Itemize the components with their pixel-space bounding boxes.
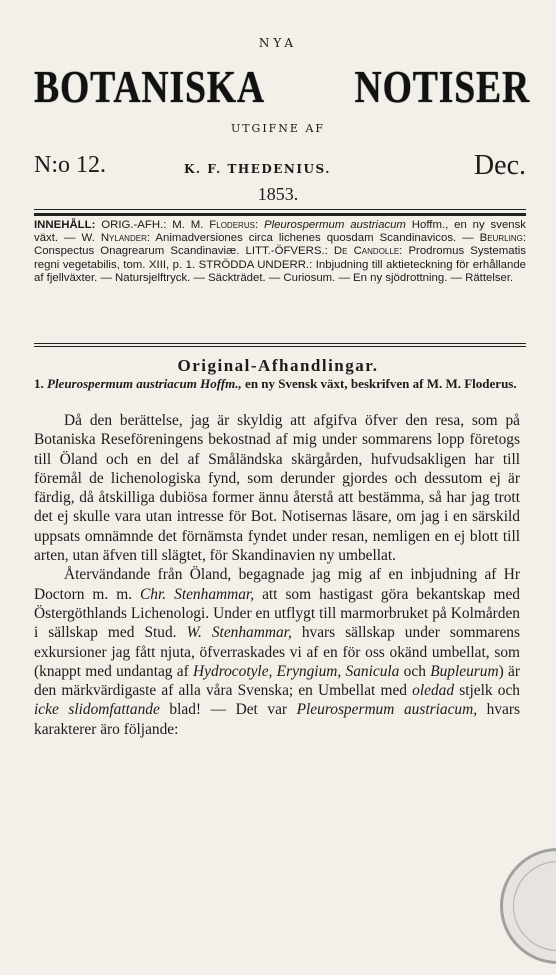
contents-text: : Conspectus Onagrearum Scandinaviæ. LITT.-ÖFVERS.: (34, 232, 526, 258)
divider (34, 209, 526, 210)
contents-text: : Prodromus Systematis regni vegetabilis, tom. XIII, p. 1. STRÖDDA UNDERR.: Inbjudning till aktieteckning för erhållande af fjellväxter. — Natursjelftryck. — Säckträdet. — Curiosum. — En ny sjödrottning. — Rättelser. (34, 245, 526, 284)
article-number: 1. (34, 376, 44, 391)
issue-year: 1853. (257, 184, 299, 204)
divider (34, 213, 526, 216)
divider (34, 343, 526, 344)
paragraph-text: Återvändande från Öland, begagnade jag mig af en inbjudning af Hr Doctorn m. m. (34, 566, 520, 603)
editor-name: K. F. THEDENIUS. (184, 162, 331, 176)
contents-author: Floderus (209, 219, 255, 231)
table-of-contents (34, 219, 526, 285)
paragraph-2 (34, 565, 520, 739)
genus-names: Hydrocotyle, Eryngium, Sanicula (193, 662, 400, 680)
contents-text: : (254, 219, 264, 231)
person-name: Chr. Stenhammar, (140, 585, 255, 603)
species-name: Pleurospermum austriacum, (296, 701, 478, 719)
contents-text: Hoffm., en ny svensk växt. — W. (34, 219, 526, 245)
contents-text: ORIG.-AFH.: M. M. (101, 219, 204, 231)
genus-name: Bupleurum (430, 662, 499, 680)
divider (34, 346, 526, 347)
title-word-botaniska: BOTANISKA (34, 61, 265, 112)
contents-author: De Candolle (333, 245, 400, 258)
masthead-title (34, 61, 530, 112)
article-species: Pleurospermum austriacum Hoffm., (47, 376, 242, 391)
paragraph-text: hvars karakterer äro följande: (34, 701, 520, 738)
section-heading: Original-Afhandlingar. (177, 356, 379, 375)
paragraph-text: blad! — Det var (169, 701, 288, 719)
issue-month: Dec. (473, 150, 526, 181)
contents-species: Pleurospermum austriacum (263, 219, 406, 231)
contents-author: Beurling (479, 232, 523, 245)
paragraph-text: hvars sällskap under sommarens exkursioner jag fått njuta, öfverraskades vi af en för oss okänd umbellat, som (knappt med undantag af (34, 624, 520, 680)
paragraph-text: stjelk och (459, 682, 520, 700)
paragraph-1: Då den berättelse, jag är skyldig att afgifva öfver den resa, som på Botaniska Reseföreningens bekostnad af mig under sommarens lopp företogs till Öland och en del af Småländska skärgården, hufvudsakligen har till föremål de lichenologiska fynd, som derunder gjordes och dessutom ej är färdig, då åtskilliga dubiösa former ännu återstå att bestämma, så har jag trott det ej skulle vara utan intresse för Bot. Notisernas läsare, om jag i en särskild uppsats omnämnde det förnämsta fyndet under resan, nemligen en ej blott till arten, utan äfven till slägtet, för Skandinavien ny umbellat. (34, 412, 520, 565)
subtitle-nya: NYA (258, 36, 298, 50)
paragraph-text: att som hastigast göra bekantskap med Östergöthlands Lichenologi. Under en utflygt till marmorbruket på Kolmården i sällskap med Stud. (34, 585, 520, 642)
article-heading (34, 376, 526, 391)
contents-label: INNEHÅLL: (34, 219, 96, 231)
issue-row (34, 150, 526, 184)
contents-author: Nylander (100, 232, 147, 245)
paragraph-text: ) är den märkvärdigaste af alla våra Svenska; en Umbellat med (34, 662, 520, 700)
paragraph-text: och (403, 662, 426, 680)
article-subtitle: en ny Svensk växt, beskrifven af M. M. Floderus. (245, 376, 517, 391)
contents-text: : Animadversiones circa lichenes quosdam Scandinavicos. — (146, 232, 474, 245)
emphasis: icke slidomfattande (34, 701, 160, 719)
title-word-notiser: NOTISER (354, 61, 530, 112)
article-body (34, 411, 520, 739)
publisher-line: UTGIFNE AF (230, 122, 326, 135)
library-stamp (500, 848, 556, 964)
issue-number: N:o 12. (34, 152, 106, 178)
person-name: W. Stenhammar, (186, 624, 292, 642)
emphasis: oledad (412, 682, 455, 700)
